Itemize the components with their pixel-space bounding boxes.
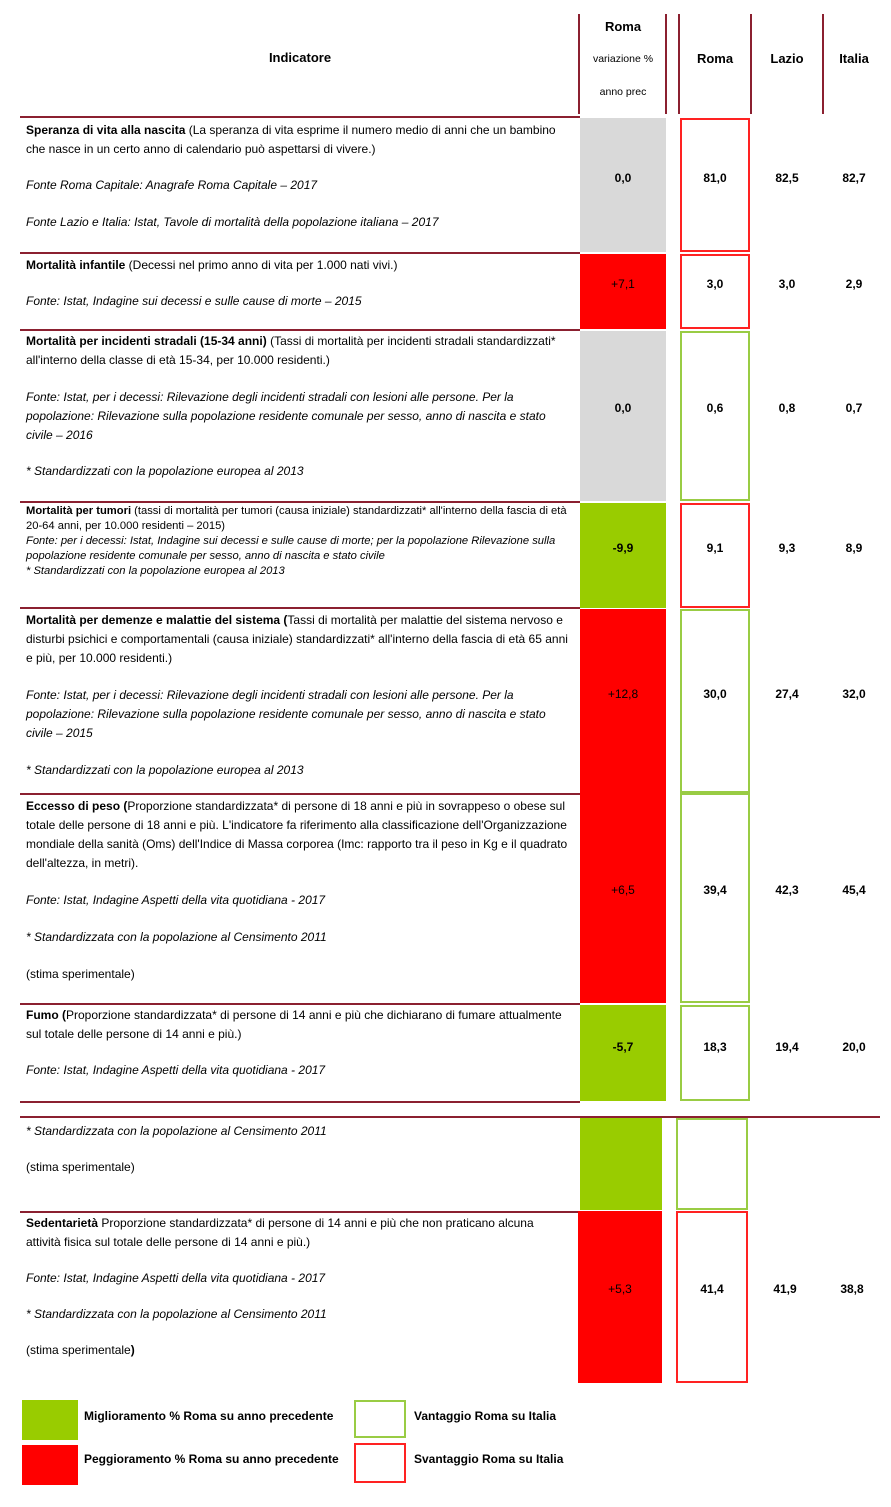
- header-divider: [578, 14, 580, 114]
- roma-cell-advantage: [680, 793, 750, 1003]
- header-divider: [822, 14, 824, 114]
- row-rule: [20, 116, 580, 118]
- legend-improve-label: Miglioramento % Roma su anno precedente: [84, 1409, 334, 1423]
- row-rule: [20, 1116, 880, 1118]
- row-rule: [20, 1003, 580, 1005]
- legend-improve-swatch: [22, 1400, 78, 1440]
- header-roma-variation-sub2: anno prec: [599, 86, 647, 98]
- header-divider: [665, 14, 667, 114]
- variation-cell: [580, 331, 666, 501]
- lazio-value: 19,4: [775, 1040, 799, 1054]
- indicator-text: Eccesso di peso (Proporzione standardizzata* di persone di 18 anni e più in sovrappeso o obese sul totale delle persone di 18 anni e più. L'indicatore fa riferimento alla classificazione dell'Organizzazione mondiale della sanità (Oms) dell'Indice di Massa corporea (Imc: rapporto tra il peso in Kg e il quadrato dell'altezza, in metri). Fonte: Istat, Indagine Aspetti della vita quotidiana - 2017 * Standardizzata con la popolazione al Censimento 2011 (stima sperimentale): [26, 799, 568, 981]
- variation-value: +12,8: [607, 687, 639, 701]
- roma-value: 39,4: [703, 883, 727, 897]
- header-lazio: Lazio: [770, 51, 804, 66]
- variation-cell: [580, 1118, 662, 1210]
- roma-value: 9,1: [706, 541, 724, 555]
- header-indicatore: Indicatore: [268, 50, 332, 65]
- indicator-text: Mortalità infantile (Decessi nel primo anno di vita per 1.000 nati vivi.) Fonte: Istat, Indagine sui decessi e sulle cause di morte – 2015: [26, 258, 398, 308]
- indicator-text: Mortalità per demenze e malattie del sistema (Tassi di mortalità per malattie del sistema nervoso e disturbi psichici e comportamentali (causa iniziale) standardizzati* all'interno della fascia di età 65 anni e più, per 10.000 residenti.) Fonte: Istat, per i decessi: Rilevazione degli incidenti stradali con lesioni alle persone. Per la popolazione: Rilevazione sulla popolazione residente comunale per sesso, anno di nascita e stato civile – 2015 * Standardizzati con la popolazione europea al 2013: [26, 613, 568, 777]
- header-italia: Italia: [839, 51, 869, 66]
- legend-advantage-swatch: [354, 1400, 406, 1438]
- roma-value: 18,3: [703, 1040, 727, 1054]
- row-rule: [20, 329, 580, 331]
- row-rule: [20, 607, 580, 609]
- variation-value: +7,1: [611, 277, 635, 291]
- variation-value: 0,0: [614, 171, 632, 185]
- row-rule: [20, 1101, 580, 1103]
- header-divider: [750, 14, 752, 114]
- roma-value: 30,0: [703, 687, 727, 701]
- lazio-value: 0,8: [778, 401, 796, 415]
- roma-value: 81,0: [703, 171, 727, 185]
- variation-cell: [578, 1211, 662, 1383]
- variation-value: 0,0: [614, 401, 632, 415]
- lazio-value: 41,9: [773, 1282, 797, 1296]
- roma-cell-advantage: [680, 331, 750, 501]
- legend-disadvantage-label: Svantaggio Roma su Italia: [414, 1452, 564, 1466]
- roma-cell-disadvantage: [676, 1211, 748, 1383]
- legend-advantage-label: Vantaggio Roma su Italia: [414, 1409, 557, 1423]
- variation-value: +5,3: [608, 1282, 632, 1296]
- roma-value: 0,6: [706, 401, 724, 415]
- italia-value: 8,9: [845, 541, 863, 555]
- variation-cell: [580, 793, 666, 1003]
- header-divider: [678, 14, 680, 114]
- lazio-value: 27,4: [775, 687, 799, 701]
- row-rule: [20, 501, 580, 503]
- header-roma: Roma: [696, 51, 734, 66]
- lazio-value: 9,3: [778, 541, 796, 555]
- row-rule: [20, 1211, 580, 1213]
- roma-value: 3,0: [706, 277, 724, 291]
- italia-value: 0,7: [845, 401, 863, 415]
- legend-worsen-label: Peggioramento % Roma su anno precedente: [84, 1452, 339, 1466]
- row-rule: [20, 793, 580, 795]
- lazio-value: 42,3: [775, 883, 799, 897]
- variation-value: +6,5: [611, 883, 635, 897]
- variation-value: -9,9: [612, 541, 634, 555]
- indicator-text: Mortalità per incidenti stradali (15-34 anni) (Tassi di mortalità per incidenti stradali standardizzati* all'interno della classe di età 15-34, per 10.000 residenti.) Fonte: Istat, per i decessi: Rilevazione degli incidenti stradali con lesioni alle persone. Per la popolazione: Rilevazione sulla popolazione residente comunale per sesso, anno di nascita e stato civile – 2016 * Standardizzati con la popolazione europea al 2013: [26, 334, 556, 478]
- legend-worsen-swatch: [22, 1445, 78, 1485]
- italia-value: 20,0: [842, 1040, 866, 1054]
- italia-value: 2,9: [845, 277, 863, 291]
- legend-disadvantage-swatch: [354, 1443, 406, 1483]
- indicator-text: Fumo (Proporzione standardizzata* di persone di 14 anni e più che dichiarano di fumare attualmente sul totale delle persone di 14 anni e più.) Fonte: Istat, Indagine Aspetti della vita quotidiana - 2017: [26, 1008, 562, 1077]
- header-roma-variation-title: Roma: [604, 19, 642, 34]
- indicator-text: Speranza di vita alla nascita (La speranza di vita esprime il numero medio di anni che un bambino che nasce in un certo anno di calendario può aspettarsi di vivere.) Fonte Roma Capitale: Anagrafe Roma Capitale – 2017 Fonte Lazio e Italia: Istat, Tavole di mortalità della popolazione italiana – 2017: [26, 123, 556, 229]
- italia-value: 82,7: [842, 171, 866, 185]
- indicator-text: Mortalità per tumori (tassi di mortalità per tumori (causa iniziale) standardizzati* all'interno della fascia di età 20-64 anni, per 10.000 residenti – 2015) Fonte: per i decessi: Istat, Indagine sui decessi e sulle cause di morte; per la popolazione Rilevazione sulla popolazione residente comunale per sesso, anno di nascita e stato civile * Standardizzati con la popolazione europea al 2013: [26, 505, 567, 577]
- italia-value: 38,8: [840, 1282, 864, 1296]
- header-roma-variation-sub1: variazione %: [592, 53, 654, 65]
- lazio-value: 82,5: [775, 171, 799, 185]
- roma-cell-advantage: [676, 1118, 748, 1210]
- italia-value: 45,4: [842, 883, 866, 897]
- indicator-text: Sedentarietà Proporzione standardizzata* di persone di 14 anni e più che non praticano alcuna attività fisica sul totale delle persone di 14 anni e più.) Fonte: Istat, Indagine Aspetti della vita quotidiana - 2017 * Standardizzata con la popolazione al Censimento 2011 (stima sperimentale): [26, 1216, 534, 1357]
- row-rule: [20, 252, 580, 254]
- italia-value: 32,0: [842, 687, 866, 701]
- lazio-value: 3,0: [778, 277, 796, 291]
- indicator-text: * Standardizzata con la popolazione al Censimento 2011 (stima sperimentale): [26, 1124, 327, 1174]
- variation-value: -5,7: [612, 1040, 634, 1054]
- roma-value: 41,4: [700, 1282, 724, 1296]
